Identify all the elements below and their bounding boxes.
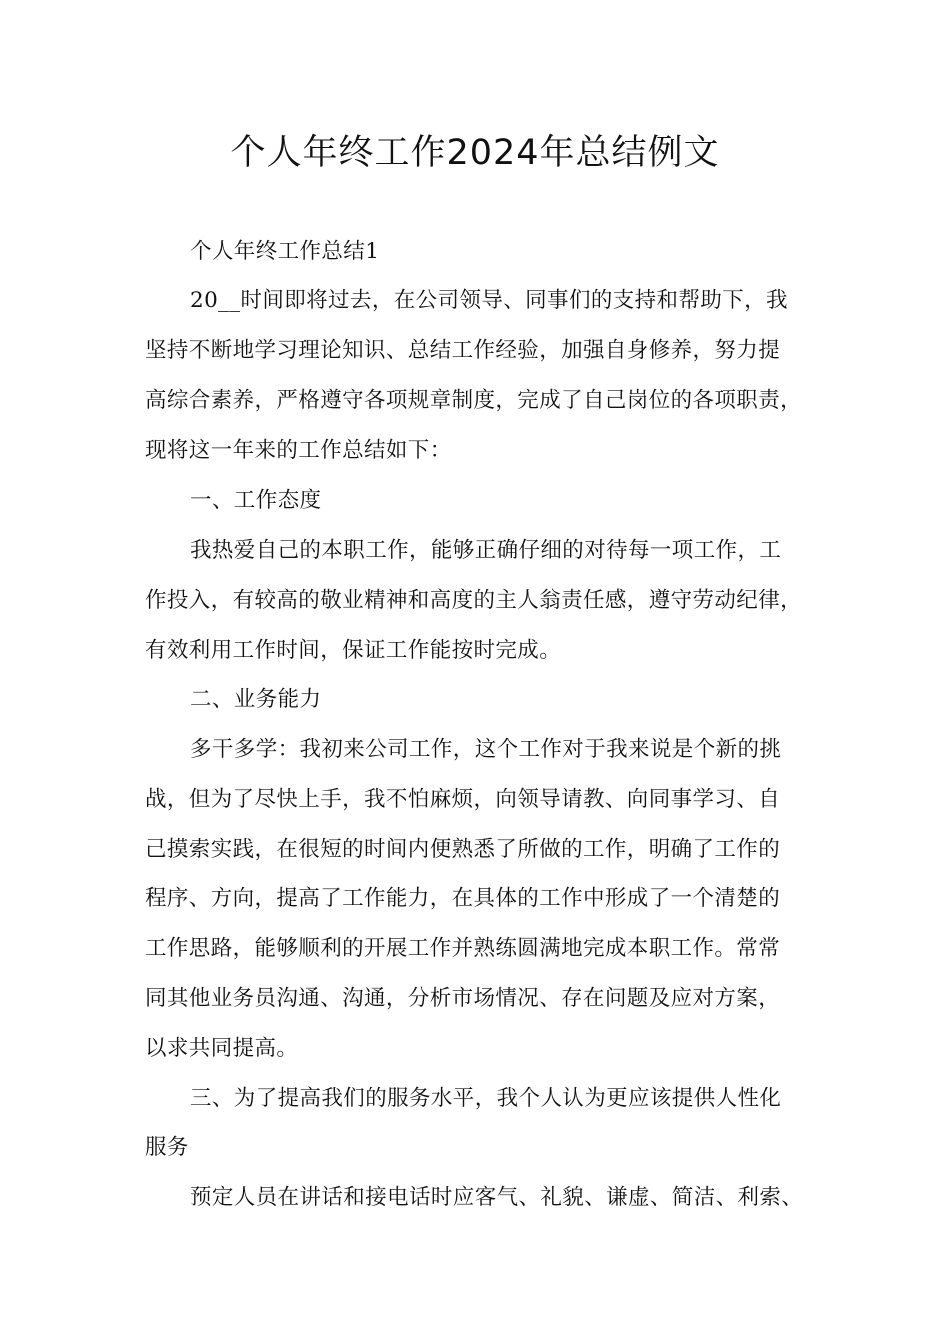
section-heading-service: 三、为了提高我们的服务水平，我个人认为更应该提供人性化 bbox=[190, 1086, 782, 1111]
paragraph-line: 己摸索实践，在很短的时间内便熟悉了所做的工作，明确了工作的 bbox=[145, 837, 781, 862]
paragraph-line: 有效利用工作时间，保证工作能按时完成。 bbox=[145, 638, 562, 663]
paragraph-line: 预定人员在讲话和接电话时应客气、礼貌、谦虚、简洁、利索、 bbox=[190, 1185, 804, 1210]
section-heading-work-attitude: 一、工作态度 bbox=[190, 488, 322, 513]
paragraph-line: 高综合素养，严格遵守各项规章制度，完成了自己岗位的各项职责， bbox=[145, 388, 803, 413]
paragraph-line: 工作思路，能够顺利的开展工作并熟练圆满地完成本职工作。常常 bbox=[145, 936, 781, 961]
section-heading-summary-1: 个人年终工作总结1 bbox=[190, 239, 380, 264]
document-title: 个人年终工作2024年总结例文 bbox=[230, 133, 720, 173]
paragraph-line: 程序、方向，提高了工作能力，在具体的工作中形成了一个清楚的 bbox=[145, 886, 781, 911]
paragraph-line: 多干多学：我初来公司工作，这个工作对于我来说是个新的挑 bbox=[190, 737, 782, 762]
section-heading-business-ability: 二、业务能力 bbox=[190, 687, 322, 712]
paragraph-line: 坚持不断地学习理论知识、总结工作经验，加强自身修养，努力提 bbox=[145, 338, 781, 363]
paragraph-line: 同其他业务员沟通、沟通，分析市场情况、存在问题及应对方案， bbox=[145, 986, 781, 1011]
paragraph-line: 我热爱自己的本职工作，能够正确仔细的对待每一项工作，工 bbox=[190, 538, 782, 563]
paragraph-line: 以求共同提高。 bbox=[145, 1036, 299, 1061]
paragraph-line: 20__时间即将过去，在公司领导、同事们的支持和帮助下，我 bbox=[190, 288, 788, 313]
paragraph-line: 服务 bbox=[145, 1135, 189, 1160]
paragraph-line: 作投入，有较高的敬业精神和高度的主人翁责任感，遵守劳动纪律， bbox=[145, 588, 803, 613]
paragraph-line: 战，但为了尽快上手，我不怕麻烦，向领导请教、向同事学习、自 bbox=[145, 787, 781, 812]
paragraph-line: 现将这一年来的工作总结如下： bbox=[145, 438, 452, 463]
